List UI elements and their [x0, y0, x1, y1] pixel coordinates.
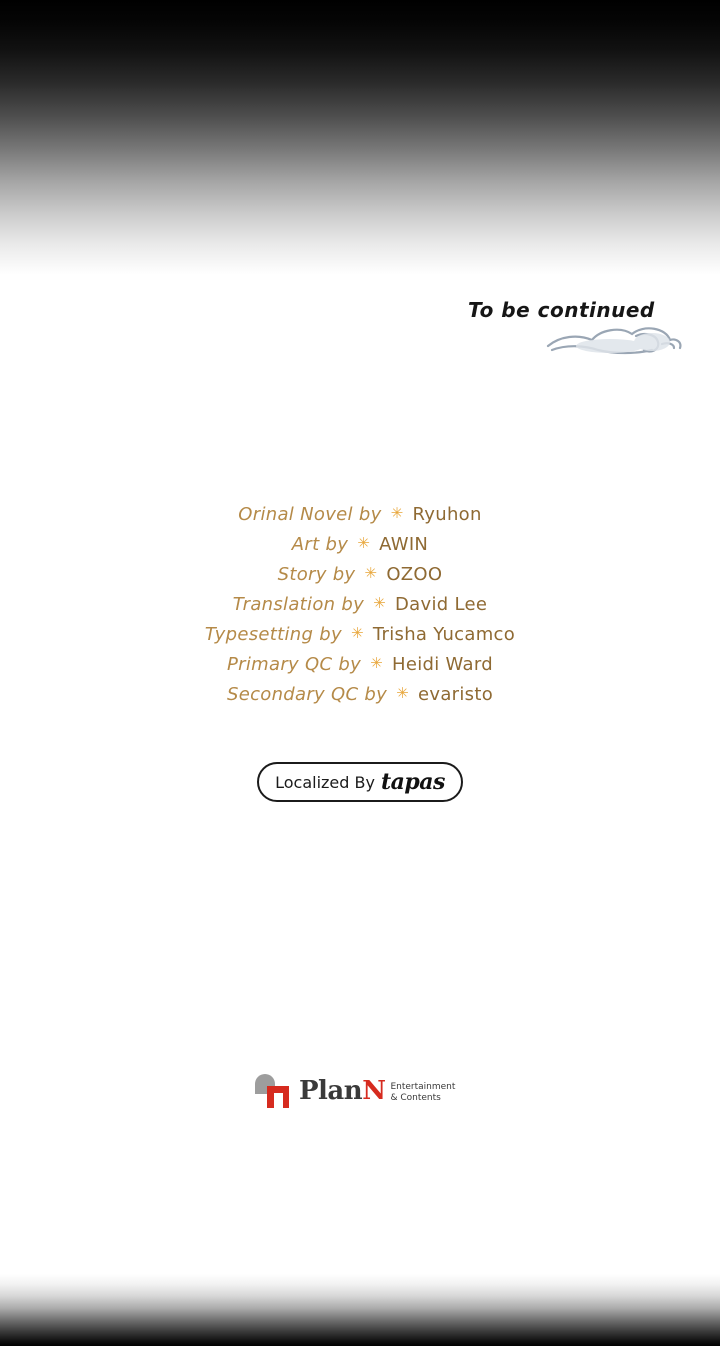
credit-line [0, 530, 720, 560]
tapas-wordmark: tapas [380, 769, 445, 795]
cloud-swirl-icon [540, 312, 684, 362]
plann-subtitle-line-1: Entertainment [390, 1082, 456, 1092]
credit-separator-icon: ✳ [373, 594, 386, 612]
credit-role: Secondary QC by [226, 684, 388, 705]
credit-role: Primary QC by [227, 654, 362, 675]
plann-logo-icon [255, 1074, 297, 1108]
credit-separator-icon: ✳ [364, 564, 378, 582]
credit-role: Art by [291, 534, 349, 555]
credit-role: Translation by [232, 594, 365, 615]
credit-role: Orinal Novel by [238, 504, 382, 525]
plann-word-plan: Plan [299, 1076, 363, 1106]
plann-subtitle-line-2: & Contents [390, 1093, 441, 1103]
credit-separator-icon: ✳ [350, 624, 364, 642]
plann-wordmark [299, 1076, 385, 1106]
localized-by-label: Localized By [275, 772, 375, 792]
credit-separator-icon: ✳ [390, 504, 404, 522]
credit-name: AWIN [379, 534, 429, 555]
plann-subtitle [390, 1078, 455, 1104]
credit-name: evaristo [418, 684, 494, 705]
credit-line [0, 590, 720, 620]
credit-name: Trisha Yucamco [372, 624, 516, 645]
credit-separator-icon: ✳ [370, 654, 383, 672]
credit-name: Ryuhon [412, 504, 482, 525]
credit-line [0, 500, 720, 530]
credit-separator-icon: ✳ [357, 534, 371, 552]
bottom-gradient-band [0, 1274, 720, 1346]
credit-name: OZOO [386, 564, 443, 585]
credit-role: Typesetting by [204, 624, 342, 645]
localized-by-badge[interactable] [257, 762, 463, 802]
credit-line [0, 650, 720, 680]
to-be-continued-text: To be continued [468, 298, 655, 322]
credit-line [0, 680, 720, 710]
plann-word-n: N [362, 1076, 386, 1106]
credit-line [0, 560, 720, 590]
credit-name: Heidi Ward [392, 654, 493, 675]
credit-separator-icon: ✳ [396, 684, 409, 702]
credits-block [0, 500, 720, 710]
plann-publisher-logo [255, 1068, 470, 1114]
credit-name: David Lee [395, 594, 488, 615]
credit-role: Story by [277, 564, 356, 585]
top-gradient-band [0, 0, 720, 275]
credit-line [0, 620, 720, 650]
